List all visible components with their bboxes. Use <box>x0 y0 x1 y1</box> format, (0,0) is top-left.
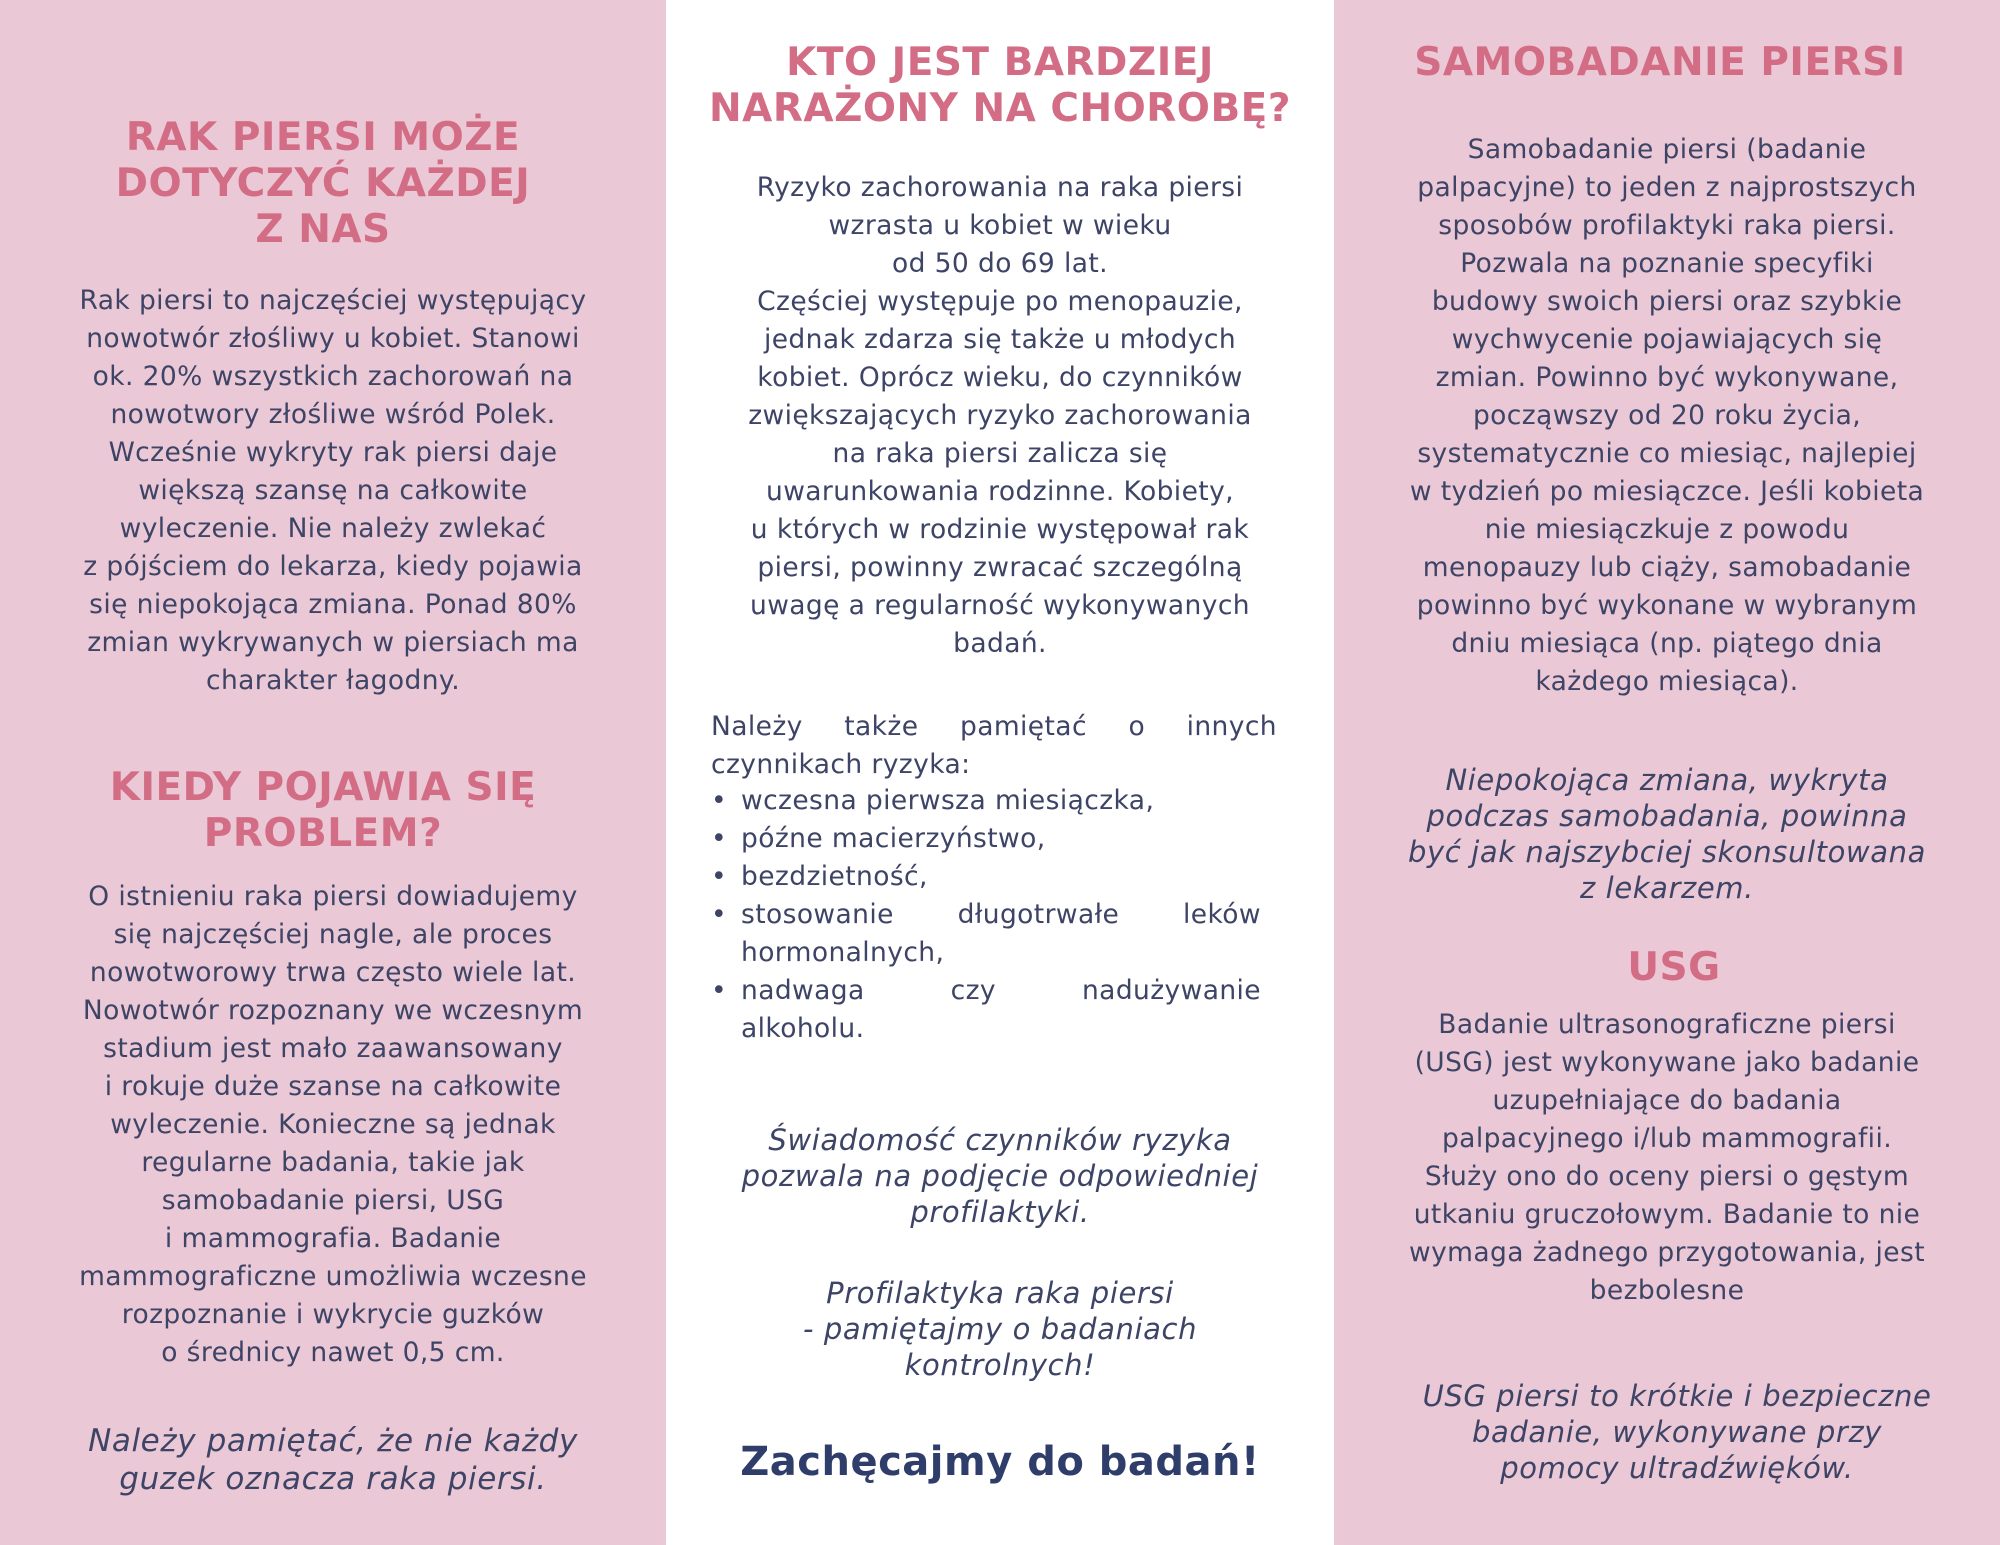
text-line: się niepokojąca zmiana. Ponad 80% <box>89 589 577 620</box>
text-line: USG piersi to krótkie i bezpieczne <box>1422 1379 1932 1413</box>
text-line: menopauzy lub ciąży, samobadanie <box>1422 552 1912 583</box>
heading-line: NARAŻONY NA CHOROBĘ? <box>709 86 1291 131</box>
problem-paragraph <box>20 878 646 1372</box>
call-to-action: Zachęcajmy do badań! <box>740 1439 1260 1485</box>
heading-line: PROBLEM? <box>203 811 443 856</box>
text-line: guzek oznacza raka piersi. <box>119 1461 547 1497</box>
text-line: zmian. Powinno być wykonywane, <box>1435 362 1899 393</box>
text-line: kobiet. Oprócz wieku, do czynników <box>757 362 1243 393</box>
text-line: Profilaktyka raka piersi <box>826 1276 1174 1310</box>
awareness-note <box>686 1122 1314 1230</box>
usg-paragraph <box>1354 1006 1980 1310</box>
text-line: wymaga żadnego przygotowania, jest <box>1409 1237 1925 1268</box>
list-item-text: hormonalnych, <box>741 937 945 968</box>
text-line: Niepokojąca zmiana, wykryta <box>1445 763 1889 797</box>
list-item <box>711 820 1261 858</box>
heading-self-examination: SAMOBADANIE PIERSI <box>1414 40 1906 85</box>
text-line: O istnieniu raka piersi dowiadujemy <box>88 881 578 912</box>
self-exam-paragraph <box>1354 131 1980 701</box>
text-line: wyleczenie. Konieczne są jednak <box>110 1109 556 1140</box>
text-line: wychwycenie pojawiających się <box>1451 324 1883 355</box>
text-line: powinno być wykonane w wybranym <box>1416 590 1918 621</box>
middle-panel <box>666 0 1334 1545</box>
text-line: nowotworowy trwa często wiele lat. <box>89 957 577 988</box>
text-line: badań. <box>953 628 1047 659</box>
text-line: nowotwory złośliwe wśród Polek. <box>110 399 556 430</box>
text-line: na raka piersi zalicza się <box>832 438 1168 469</box>
text-line: Służy ono do oceny piersi o gęstym <box>1424 1161 1910 1192</box>
text-line: z pójściem do lekarza, kiedy pojawia <box>83 551 583 582</box>
heading-line: KIEDY POJAWIA SIĘ <box>109 765 537 810</box>
text-line: począwszy od 20 roku życia, <box>1472 400 1862 431</box>
text-line: od 50 do 69 lat. <box>891 248 1109 279</box>
text-line: pomocy ultradźwięków. <box>1500 1451 1854 1485</box>
text-line: Badanie ultrasonograficzne piersi <box>1438 1009 1896 1040</box>
text-line: w tydzień po miesiączce. Jeśli kobieta <box>1409 476 1925 507</box>
text-line: zwiększających ryzyko zachorowania <box>748 400 1252 431</box>
risk-paragraph <box>686 169 1314 663</box>
text-line: palpacyjne) to jeden z najprostszych <box>1417 172 1917 203</box>
text-line: Samobadanie piersi (badanie <box>1467 134 1867 165</box>
text-line: i mammografia. Badanie <box>164 1223 502 1254</box>
text-line: pozwala na podjęcie odpowiedniej <box>741 1159 1259 1193</box>
text-line: Wcześnie wykryty rak piersi daje <box>108 437 558 468</box>
text-line: uwagę a regularność wykonywanych <box>750 590 1250 621</box>
text-line: zmian wykrywanych w piersiach ma <box>87 627 579 658</box>
text-line: sposobów profilaktyki raka piersi. <box>1438 210 1896 241</box>
text-line: samobadanie piersi, USG <box>161 1185 505 1216</box>
list-item-text: • nadwaga czy nadużywanie <box>741 975 1261 1006</box>
text-line: Częściej występuje po menopauzie, <box>757 286 1243 317</box>
text-line: Należy pamiętać, że nie każdy <box>88 1423 578 1459</box>
text-line: profilaktyki. <box>910 1195 1090 1229</box>
heading-usg: USG <box>1627 945 1721 990</box>
right-panel <box>1334 0 2000 1545</box>
text-line: i rokuje duże szanse na całkowite <box>104 1071 562 1102</box>
text-line: dniu miesiąca (np. piątego dnia <box>1451 628 1883 659</box>
list-item <box>711 782 1261 820</box>
text-line: (USG) jest wykonywane jako badanie <box>1414 1047 1920 1078</box>
text-line: uwarunkowania rodzinne. Kobiety, <box>766 476 1234 507</box>
text-line: każdego miesiąca). <box>1535 666 1799 697</box>
intro-paragraph <box>20 282 646 700</box>
text-line: badanie, wykonywane przy <box>1471 1415 1883 1449</box>
text-line: Należy także pamiętać o innych <box>711 711 1277 742</box>
text-line: mammograficzne umożliwia wczesne <box>79 1261 587 1292</box>
text-line: z lekarzem. <box>1580 871 1754 905</box>
text-line: wyleczenie. Nie należy zwlekać <box>119 513 547 544</box>
list-item <box>711 896 1261 972</box>
text-line: piersi, powinny zwracać szczególną <box>757 552 1243 583</box>
text-line: większą szansę na całkowite <box>138 475 528 506</box>
text-line: - pamiętajmy o badaniach <box>802 1312 1198 1346</box>
list-item <box>711 972 1261 1048</box>
list-item-text: wczesna pierwsza miesiączka, <box>741 785 1155 816</box>
list-item <box>711 858 1261 896</box>
text-line: regularne badania, takie jak <box>141 1147 525 1178</box>
heading-cancer-can-affect-anyone <box>40 115 606 253</box>
heading-line: DOTYCZYĆ KAŻDEJ <box>115 161 531 206</box>
risk-factors-list <box>711 782 1261 1048</box>
heading-line: Z NAS <box>255 207 391 252</box>
text-line: stadium jest mało zaawansowany <box>103 1033 563 1064</box>
text-line: u których w rodzinie występował rak <box>750 514 1250 545</box>
text-line: wzrasta u kobiet w wieku <box>828 210 1172 241</box>
text-line: podczas samobadania, powinna <box>1426 799 1908 833</box>
text-line: jednak zdarza się także u młodych <box>763 324 1237 355</box>
list-item-text: alkoholu. <box>741 1013 865 1044</box>
heading-who-is-at-risk <box>676 40 1324 132</box>
text-line: Ryzyko zachorowania na raka piersi <box>756 172 1244 203</box>
list-item-text: późne macierzyństwo, <box>741 823 1046 854</box>
text-line: nie miesiączkuje z powodu <box>1484 514 1850 545</box>
text-line: bezbolesne <box>1589 1275 1745 1306</box>
text-line: Nowotwór rozpoznany we wczesnym <box>82 995 584 1026</box>
text-line: ok. 20% wszystkich zachorowań na <box>92 361 574 392</box>
text-line: Pozwala na poznanie specyfiki <box>1460 248 1874 279</box>
text-line: być jak najszybciej skonsultowana <box>1408 835 1926 869</box>
text-line: uzupełniające do badania <box>1492 1085 1842 1116</box>
checkup-reminder <box>686 1275 1314 1383</box>
text-line: systematycznie co miesiąc, najlepiej <box>1417 438 1917 469</box>
list-item-text: bezdzietność, <box>741 861 928 892</box>
self-exam-note <box>1354 762 1980 906</box>
text-line: o średnicy nawet 0,5 cm. <box>161 1337 505 1368</box>
text-line: palpacyjnego i/lub mammografii. <box>1441 1123 1893 1154</box>
heading-line: RAK PIERSI MOŻE <box>125 115 521 160</box>
text-line: utkaniu gruczołowym. Badanie to nie <box>1413 1199 1921 1230</box>
text-line: Świadomość czynników ryzyka <box>768 1123 1232 1157</box>
text-line: się najczęściej nagle, ale proces <box>113 919 553 950</box>
lump-note <box>20 1422 646 1498</box>
text-line: nowotwór złośliwy u kobiet. Stanowi <box>86 323 580 354</box>
text-line: budowy swoich piersi oraz szybkie <box>1431 286 1903 317</box>
usg-note <box>1364 1378 1990 1486</box>
text-line: Rak piersi to najczęściej występujący <box>79 285 587 316</box>
text-line: kontrolnych! <box>904 1348 1096 1382</box>
left-panel <box>0 0 666 1545</box>
text-line: rozpoznanie i wykrycie guzków <box>121 1299 545 1330</box>
text-line: czynnikach ryzyka: <box>711 749 971 780</box>
heading-line: KTO JEST BARDZIEJ <box>786 40 1214 85</box>
list-item-text: • stosowanie długotrwałe leków <box>741 899 1261 930</box>
text-line: charakter łagodny. <box>205 665 461 696</box>
heading-when-problem-appears <box>40 765 606 857</box>
other-risk-factors-intro <box>711 708 1277 784</box>
